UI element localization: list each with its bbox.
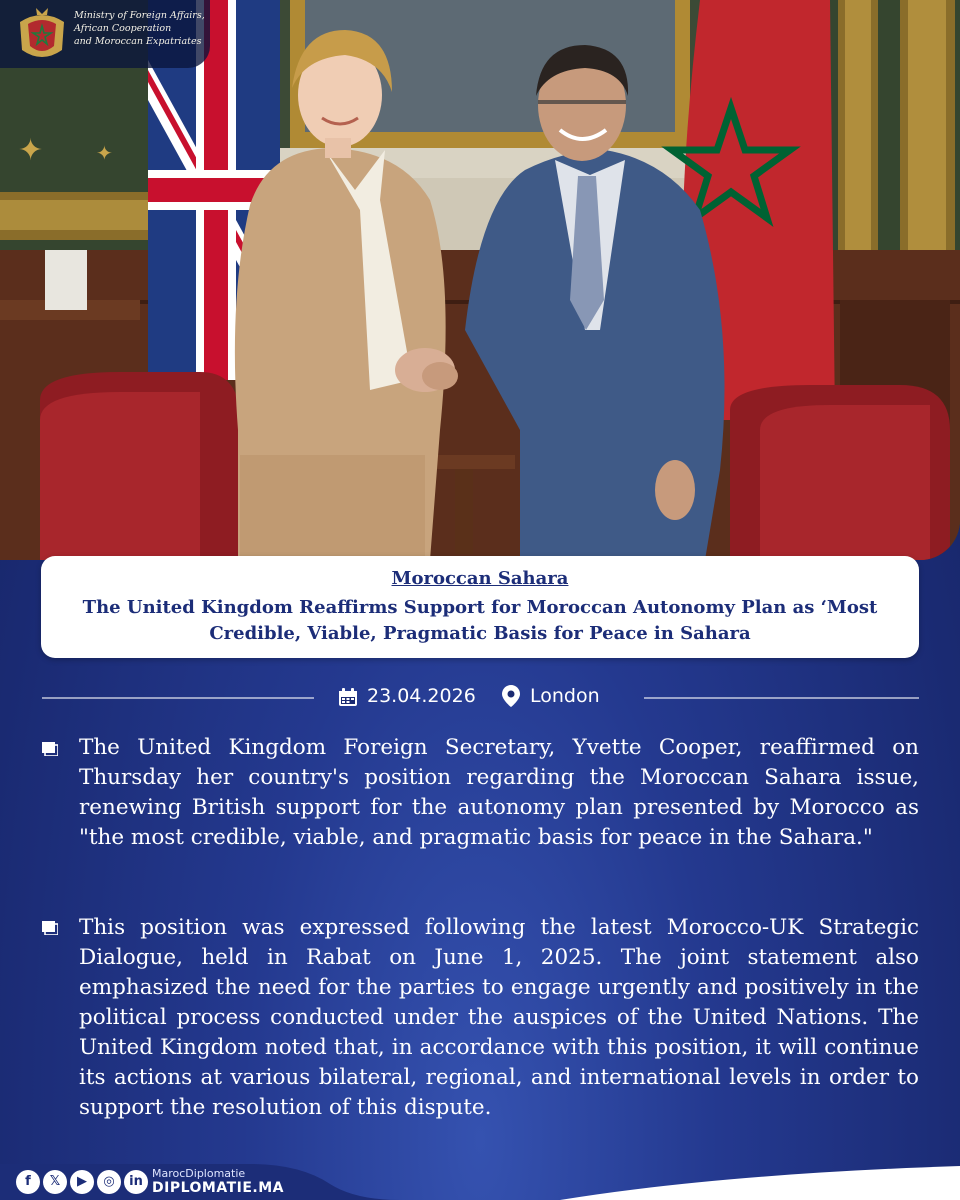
body-paragraph-2: This position was expressed following the latest Morocco-UK Strategic Dialogue, held in Rabat on June 1, 2025. The joint statement also emphasized the need for the parties to engage urgently and positively in the political process conducted under the auspices of the United Nations. The United Kingdom noted that, in accordance with this position, it will continue its actions at various bilateral, regional, and international levels in order to support the resolution of this dispute. xyxy=(79,915,919,1120)
svg-text:✦: ✦ xyxy=(18,133,44,168)
royal-emblem-icon xyxy=(16,6,68,62)
title-card xyxy=(41,556,919,658)
ministry-logo xyxy=(0,0,210,68)
body-paragraph-1: The United Kingdom Foreign Secretary, Yvette Cooper, reaffirmed on Thursday her country's position regarding the Moroccan Sahara issue, renewing British support for the autonomy plan presented by Morocco as "the most credible, viable, and pragmatic basis for peace in the Sahara." xyxy=(79,735,919,850)
ministry-line-1: Ministry of Foreign Affairs, xyxy=(74,10,205,21)
date-location-row xyxy=(0,682,960,712)
meeting-photo xyxy=(0,0,960,560)
svg-text:✦: ✦ xyxy=(96,141,113,165)
x-icon[interactable]: 𝕏 xyxy=(43,1170,67,1194)
website-link[interactable]: DIPLOMATIE.MA xyxy=(152,1180,285,1196)
social-handle: MarocDiplomatie xyxy=(152,1167,246,1180)
photo-illustration xyxy=(0,0,960,560)
linkedin-icon[interactable]: in xyxy=(124,1170,148,1194)
youtube-icon[interactable]: ▶ xyxy=(70,1170,94,1194)
footer xyxy=(0,1164,960,1200)
bullet-icon xyxy=(42,742,58,756)
divider-right xyxy=(644,697,919,699)
ministry-name xyxy=(74,9,204,48)
calendar-icon xyxy=(338,688,358,707)
facebook-icon[interactable]: f xyxy=(16,1170,40,1194)
topic-label: Moroccan Sahara xyxy=(391,568,569,589)
headline: The United Kingdom Reaffirms Support for Moroccan Autonomy Plan as ‘Most Credible, Viable, Pragmatic Basis for Peace in Sahara xyxy=(82,597,878,644)
location-pin-icon xyxy=(502,685,520,707)
ministry-line-2: African Cooperation xyxy=(74,23,172,34)
instagram-icon[interactable]: ◎ xyxy=(97,1170,121,1194)
divider-left xyxy=(42,697,314,699)
bullet-icon xyxy=(42,921,58,935)
post-date: 23.04.2026 xyxy=(367,685,476,707)
post-location: London xyxy=(530,685,600,707)
ministry-line-3: and Moroccan Expatriates xyxy=(74,36,202,47)
